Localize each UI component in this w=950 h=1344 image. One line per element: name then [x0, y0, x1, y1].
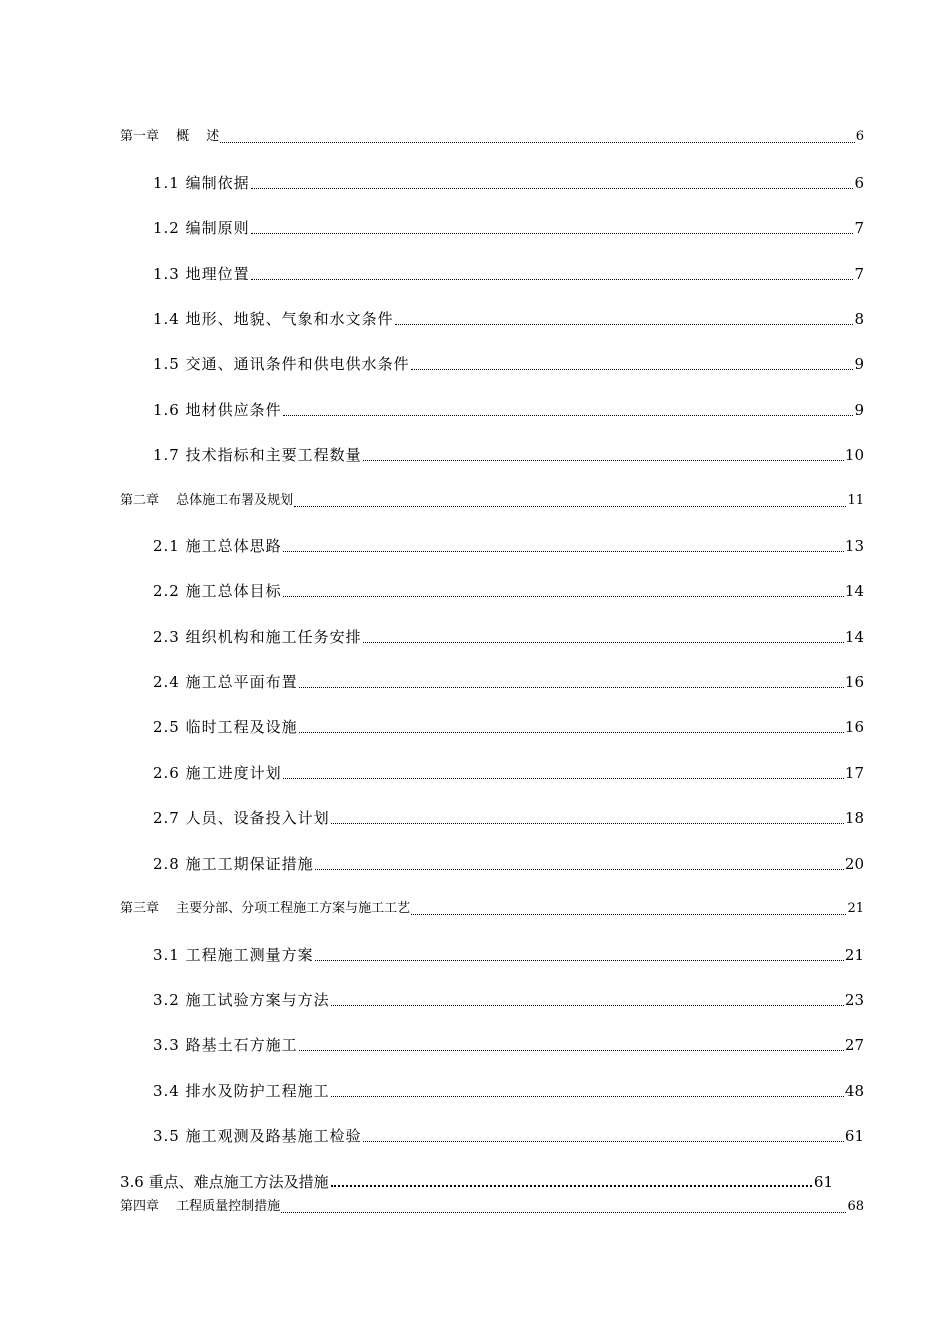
toc-page-number: 61	[844, 1127, 864, 1145]
toc-page-number: 7	[854, 219, 864, 237]
toc-entry-label: 1.4 地形、地貌、气象和水文条件	[153, 310, 394, 328]
toc-entry-chapter-4[interactable]	[120, 1197, 864, 1217]
toc-entry-label: 3.5 施工观测及路基施工检验	[153, 1127, 362, 1145]
toc-entry-label: 1.1 编制依据	[153, 174, 250, 192]
toc-page-number: 20	[844, 855, 864, 873]
toc-entry-chapter-2[interactable]	[120, 491, 864, 511]
toc-entry-label: 3.3 路基土石方施工	[153, 1036, 298, 1054]
toc-entry-section-1-1[interactable]	[153, 173, 864, 193]
toc-entry-label: 1.6 地材供应条件	[153, 401, 282, 419]
toc-entry-label: 第四章 工程质量控制措施	[120, 1199, 281, 1214]
dot-leader	[294, 506, 846, 507]
toc-page-number: 68	[847, 1199, 864, 1214]
toc-entry-label: 1.7 技术指标和主要工程数量	[153, 446, 362, 464]
toc-entry-label: 第三章 主要分部、分项工程施工方案与施工工艺	[120, 901, 411, 916]
toc-entry-section-3-1[interactable]	[153, 945, 864, 965]
dot-leader	[283, 778, 844, 779]
dot-leader	[283, 415, 854, 416]
dot-leader	[331, 823, 844, 824]
toc-entry-label: 2.3 组织机构和施工任务安排	[153, 628, 362, 646]
toc-page-number: 21	[847, 901, 864, 916]
dot-leader	[283, 596, 844, 597]
toc-entry-label: 第二章 总体施工布署及规划	[120, 493, 294, 508]
dot-leader	[331, 1005, 844, 1006]
toc-entry-label: 2.7 人员、设备投入计划	[153, 809, 330, 827]
toc-entry-label: 2.1 施工总体思路	[153, 537, 282, 555]
toc-entry-chapter-3[interactable]	[120, 899, 864, 919]
toc-page-number: 8	[854, 310, 864, 328]
toc-entry-section-2-8[interactable]	[153, 854, 864, 874]
dot-leader	[220, 142, 854, 143]
dot-leader	[395, 324, 854, 325]
dot-leader	[251, 188, 854, 189]
dot-leader	[299, 732, 844, 733]
toc-entry-section-2-7[interactable]	[153, 808, 864, 828]
toc-entry-section-3-4[interactable]	[153, 1081, 864, 1101]
toc-entry-section-3-3[interactable]	[153, 1035, 864, 1055]
dot-leader	[331, 1096, 844, 1097]
toc-page-number: 9	[854, 355, 864, 373]
dot-leader	[315, 960, 844, 961]
toc-page-number: 7	[854, 265, 864, 283]
toc-entry-section-3-2[interactable]	[153, 990, 864, 1010]
toc-entry-section-1-6[interactable]	[153, 400, 864, 420]
toc-entry-label: 第一章 概 述	[120, 129, 220, 144]
toc-entry-label: 3.1 工程施工测量方案	[153, 946, 314, 964]
toc-page-number: 9	[854, 401, 864, 419]
toc-entry-label: 2.8 施工工期保证措施	[153, 855, 314, 873]
toc-entry-label: 3.4 排水及防护工程施工	[153, 1082, 330, 1100]
toc-page-number: 6	[854, 174, 864, 192]
toc-entry-section-2-3[interactable]	[153, 627, 864, 647]
dot-leader	[251, 233, 854, 234]
dot-leader	[363, 460, 844, 461]
toc-entry-label: 3.6 重点、难点施工方法及措施	[120, 1173, 329, 1191]
dot-leader	[299, 1050, 844, 1051]
toc-entry-section-3-6[interactable]	[120, 1172, 833, 1192]
toc-entry-section-2-4[interactable]	[153, 672, 864, 692]
dot-leader	[315, 869, 844, 870]
toc-entry-label: 1.5 交通、通讯条件和供电供水条件	[153, 355, 410, 373]
toc-page-number: 16	[844, 718, 864, 736]
toc-entry-section-1-7[interactable]	[153, 445, 864, 465]
toc-page-number: 27	[844, 1036, 864, 1054]
toc-entry-label: 1.3 地理位置	[153, 265, 250, 283]
dot-leader	[363, 1141, 844, 1142]
toc-page-number: 14	[844, 582, 864, 600]
toc-entry-label: 2.6 施工进度计划	[153, 764, 282, 782]
toc-page-number: 16	[844, 673, 864, 691]
dot-leader	[299, 687, 844, 688]
toc-entry-section-2-1[interactable]	[153, 536, 864, 556]
dot-leader	[251, 279, 854, 280]
dot-leader	[411, 369, 854, 370]
toc-page-number: 13	[844, 537, 864, 555]
toc-page-number: 21	[844, 946, 864, 964]
toc-entry-section-2-5[interactable]	[153, 717, 864, 737]
toc-entry-chapter-1[interactable]	[120, 127, 864, 147]
toc-entry-section-3-5[interactable]	[153, 1126, 864, 1146]
toc-entry-label: 1.2 编制原则	[153, 219, 250, 237]
toc-page-number: 10	[844, 446, 864, 464]
toc-entry-section-1-5[interactable]	[153, 354, 864, 374]
toc-page-number: 6	[855, 129, 864, 144]
dot-leader	[411, 914, 846, 915]
toc-page-number: 23	[844, 991, 864, 1009]
toc-entry-section-1-4[interactable]	[153, 309, 864, 329]
toc-page-number: 61	[813, 1173, 833, 1191]
toc-entry-section-1-3[interactable]	[153, 264, 864, 284]
dot-leader	[281, 1212, 846, 1213]
toc-page-number: 17	[844, 764, 864, 782]
toc-page-number: 48	[844, 1082, 864, 1100]
toc-entry-label: 2.5 临时工程及设施	[153, 718, 298, 736]
toc-entry-section-2-6[interactable]	[153, 763, 864, 783]
toc-page-number: 18	[844, 809, 864, 827]
toc-entry-section-1-2[interactable]	[153, 218, 864, 238]
dot-leader	[363, 642, 844, 643]
toc-entry-label: 2.2 施工总体目标	[153, 582, 282, 600]
toc-page-number: 14	[844, 628, 864, 646]
toc-entry-label: 3.2 施工试验方案与方法	[153, 991, 330, 1009]
toc-entry-label: 2.4 施工总平面布置	[153, 673, 298, 691]
dot-leader	[283, 551, 844, 552]
toc-page-number: 11	[847, 493, 864, 508]
dot-leader	[331, 1185, 812, 1187]
toc-entry-section-2-2[interactable]	[153, 581, 864, 601]
